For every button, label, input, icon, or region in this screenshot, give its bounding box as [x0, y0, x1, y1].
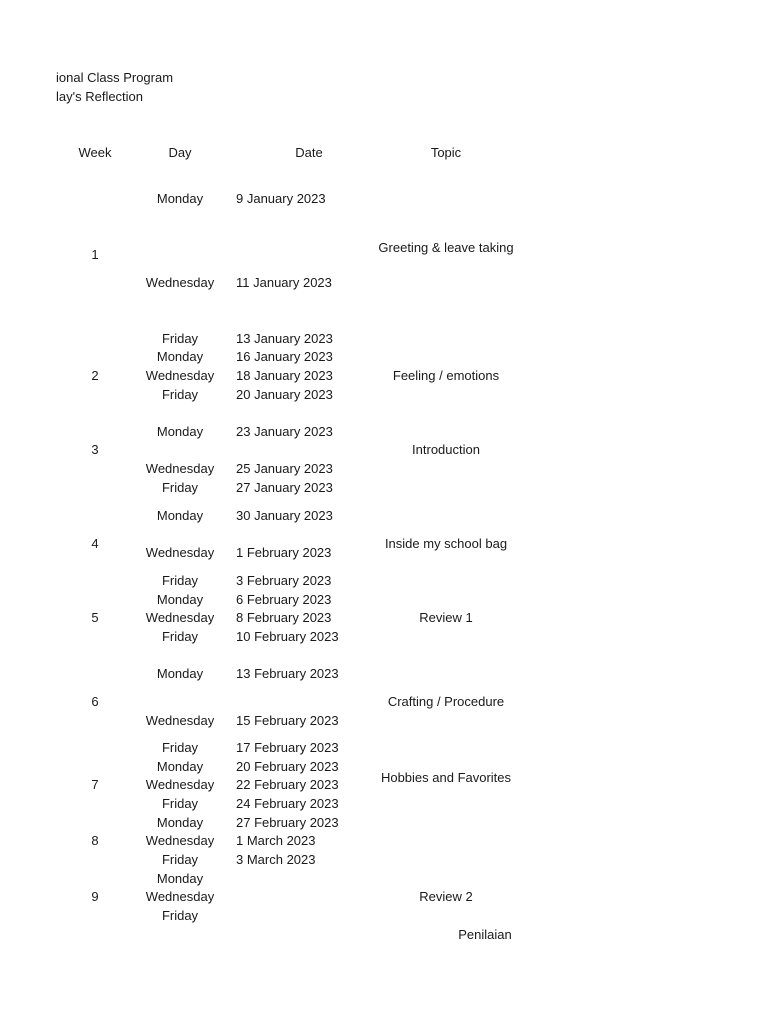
day-cell: Monday: [156, 592, 204, 607]
week-number: 2: [91, 368, 99, 383]
date-cell: 25 January 2023: [236, 461, 333, 476]
day-cell: Friday: [161, 629, 199, 644]
day-cell: Wednesday: [145, 545, 215, 560]
day-cell: Monday: [156, 508, 204, 523]
week-number: 1: [91, 247, 99, 262]
column-header-date: Date: [295, 145, 323, 160]
date-cell: 24 February 2023: [236, 796, 339, 811]
topic-cell: Greeting & leave taking: [378, 240, 514, 255]
day-cell: Wednesday: [145, 368, 215, 383]
topic-cell: Introduction: [412, 442, 480, 457]
program-subtitle: lay's Reflection: [56, 89, 144, 104]
day-cell: Monday: [156, 759, 204, 774]
day-cell: Friday: [161, 796, 199, 811]
week-number: 8: [91, 833, 99, 848]
day-cell: Monday: [156, 871, 204, 886]
date-cell: 20 February 2023: [236, 759, 339, 774]
week-number: 5: [91, 610, 99, 625]
date-cell: 13 January 2023: [236, 331, 333, 346]
topic-cell: Review 2: [419, 889, 473, 904]
date-cell: 27 January 2023: [236, 480, 333, 495]
topic-cell: Crafting / Procedure: [387, 694, 505, 709]
date-cell: 16 January 2023: [236, 349, 333, 364]
week-number: 7: [91, 777, 99, 792]
day-cell: Wednesday: [145, 833, 215, 848]
day-cell: Monday: [156, 815, 204, 830]
topic-cell: Review 1: [419, 610, 473, 625]
column-header-topic: Topic: [430, 145, 462, 160]
date-cell: 20 January 2023: [236, 387, 333, 402]
date-cell: 10 February 2023: [236, 629, 339, 644]
date-cell: 30 January 2023: [236, 508, 333, 523]
day-cell: Monday: [156, 424, 204, 439]
date-cell: 15 February 2023: [236, 713, 339, 728]
topic-cell: Inside my school bag: [384, 536, 508, 551]
column-header-week: Week: [78, 145, 112, 160]
column-header-day: Day: [168, 145, 192, 160]
week-number: 3: [91, 442, 99, 457]
date-cell: 1 March 2023: [236, 833, 316, 848]
date-cell: 11 January 2023: [236, 275, 332, 290]
day-cell: Friday: [161, 852, 199, 867]
assessment-label: Penilaian: [458, 927, 512, 942]
day-cell: Friday: [161, 573, 199, 588]
day-cell: Wednesday: [145, 713, 215, 728]
date-cell: 17 February 2023: [236, 740, 339, 755]
topic-cell: Hobbies and Favorites: [380, 770, 512, 785]
week-number: 6: [91, 694, 99, 709]
day-cell: Friday: [161, 908, 199, 923]
date-cell: 8 February 2023: [236, 610, 332, 625]
day-cell: Wednesday: [145, 889, 215, 904]
day-cell: Wednesday: [145, 461, 215, 476]
day-cell: Wednesday: [145, 777, 215, 792]
date-cell: 6 February 2023: [236, 592, 332, 607]
week-number: 9: [91, 889, 99, 904]
day-cell: Friday: [161, 331, 199, 346]
day-cell: Friday: [161, 387, 199, 402]
date-cell: 13 February 2023: [236, 666, 339, 681]
day-cell: Wednesday: [145, 610, 215, 625]
day-cell: Monday: [156, 349, 204, 364]
day-cell: Monday: [156, 191, 204, 206]
topic-cell: Feeling / emotions: [392, 368, 500, 383]
date-cell: 27 February 2023: [236, 815, 339, 830]
date-cell: 9 January 2023: [236, 191, 326, 206]
day-cell: Friday: [161, 740, 199, 755]
date-cell: 3 February 2023: [236, 573, 332, 588]
day-cell: Friday: [161, 480, 199, 495]
week-number: 4: [91, 536, 99, 551]
program-title: ional Class Program: [56, 70, 174, 85]
date-cell: 18 January 2023: [236, 368, 333, 383]
date-cell: 22 February 2023: [236, 777, 339, 792]
date-cell: 3 March 2023: [236, 852, 316, 867]
date-cell: 23 January 2023: [236, 424, 333, 439]
date-cell: 1 February 2023: [236, 545, 332, 560]
day-cell: Wednesday: [145, 275, 215, 290]
day-cell: Monday: [156, 666, 204, 681]
